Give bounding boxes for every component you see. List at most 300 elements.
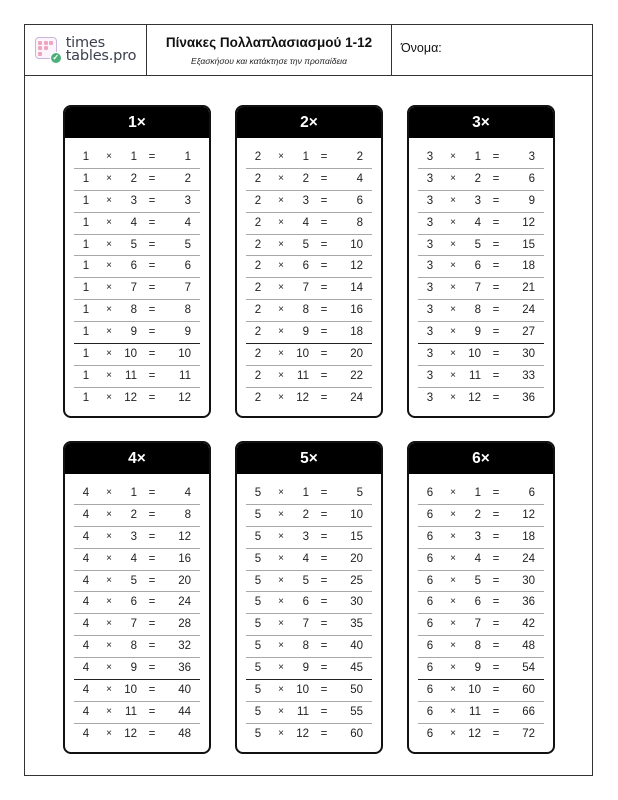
times-sign: × bbox=[450, 238, 456, 250]
multiplier: 12 bbox=[468, 391, 481, 404]
times-sign: × bbox=[278, 172, 284, 184]
product: 3 bbox=[528, 151, 535, 163]
product: 5 bbox=[356, 487, 363, 499]
equals-sign: = bbox=[492, 348, 500, 361]
multiplicand: 1 bbox=[82, 282, 90, 295]
multiplier: 2 bbox=[302, 172, 309, 185]
multiplier: 10 bbox=[296, 684, 309, 697]
equals-sign: = bbox=[492, 727, 500, 740]
product: 6 bbox=[528, 487, 535, 499]
table-row bbox=[418, 256, 544, 278]
multiplier: 11 bbox=[297, 705, 309, 718]
equals-sign: = bbox=[492, 151, 500, 163]
equals-sign: = bbox=[148, 530, 156, 543]
table-row bbox=[418, 680, 544, 702]
multiplicand: 3 bbox=[426, 216, 434, 229]
times-sign: × bbox=[106, 640, 112, 652]
equals-sign: = bbox=[148, 194, 156, 207]
times-sign: × bbox=[278, 260, 284, 272]
table-row bbox=[418, 592, 544, 614]
times-sign: × bbox=[278, 369, 284, 381]
multiplier: 3 bbox=[130, 530, 137, 543]
multiplicand: 1 bbox=[82, 369, 90, 382]
multiplier: 1 bbox=[302, 151, 309, 163]
table-row bbox=[246, 344, 372, 366]
table-rows bbox=[246, 483, 372, 746]
product: 32 bbox=[178, 640, 191, 653]
table-row bbox=[246, 278, 372, 300]
equals-sign: = bbox=[492, 282, 500, 295]
multiplier: 7 bbox=[130, 282, 137, 295]
multiplier: 11 bbox=[469, 705, 481, 718]
multiplicand: 4 bbox=[82, 727, 90, 740]
equals-sign: = bbox=[320, 216, 328, 229]
table-row bbox=[418, 322, 544, 344]
multiplier: 1 bbox=[130, 487, 137, 499]
multiplier: 3 bbox=[302, 194, 309, 207]
table-row bbox=[246, 527, 372, 549]
multiplier: 10 bbox=[124, 348, 137, 361]
product: 30 bbox=[522, 574, 535, 587]
times-sign: × bbox=[278, 684, 284, 696]
equals-sign: = bbox=[320, 574, 328, 587]
multiplier: 10 bbox=[468, 684, 481, 697]
multiplier: 11 bbox=[125, 705, 137, 718]
product: 15 bbox=[350, 530, 363, 543]
table-row bbox=[246, 658, 372, 680]
multiplicand: 1 bbox=[82, 391, 90, 404]
times-sign: × bbox=[278, 304, 284, 316]
times-sign: × bbox=[450, 326, 456, 338]
product: 8 bbox=[184, 508, 191, 521]
table-row bbox=[74, 571, 200, 593]
times-table-card bbox=[63, 105, 211, 418]
product: 44 bbox=[178, 705, 191, 718]
multiplicand: 5 bbox=[254, 662, 262, 675]
multiplier: 7 bbox=[302, 618, 309, 631]
equals-sign: = bbox=[320, 151, 328, 163]
table-row bbox=[74, 505, 200, 527]
table-row bbox=[246, 366, 372, 388]
multiplicand: 6 bbox=[426, 727, 434, 740]
multiplicand: 2 bbox=[254, 304, 262, 317]
table-row bbox=[418, 300, 544, 322]
times-sign: × bbox=[450, 508, 456, 520]
equals-sign: = bbox=[148, 391, 156, 404]
table-row bbox=[418, 527, 544, 549]
table-rows bbox=[74, 483, 200, 746]
multiplier: 4 bbox=[302, 216, 309, 229]
multiplicand: 3 bbox=[426, 260, 434, 273]
product: 15 bbox=[522, 238, 535, 251]
product: 66 bbox=[522, 705, 535, 718]
equals-sign: = bbox=[492, 574, 500, 587]
equals-sign: = bbox=[492, 552, 500, 565]
product: 4 bbox=[184, 487, 191, 499]
table-row bbox=[74, 235, 200, 257]
table-row bbox=[246, 300, 372, 322]
product: 24 bbox=[350, 391, 363, 404]
multiplicand: 2 bbox=[254, 172, 262, 185]
equals-sign: = bbox=[148, 684, 156, 697]
equals-sign: = bbox=[320, 596, 328, 609]
times-sign: × bbox=[450, 348, 456, 360]
multiplicand: 2 bbox=[254, 151, 262, 163]
times-sign: × bbox=[278, 391, 284, 403]
times-sign: × bbox=[450, 151, 456, 162]
product: 60 bbox=[522, 684, 535, 697]
product: 36 bbox=[522, 596, 535, 609]
multiplier: 3 bbox=[302, 530, 309, 543]
card-title: 4× bbox=[65, 443, 209, 474]
product: 24 bbox=[178, 596, 191, 609]
table-row bbox=[74, 213, 200, 235]
equals-sign: = bbox=[148, 574, 156, 587]
product: 6 bbox=[184, 260, 191, 273]
multiplicand: 6 bbox=[426, 508, 434, 521]
equals-sign: = bbox=[492, 618, 500, 631]
equals-sign: = bbox=[148, 640, 156, 653]
product: 2 bbox=[184, 172, 191, 185]
times-sign: × bbox=[278, 151, 284, 162]
equals-sign: = bbox=[148, 216, 156, 229]
multiplier: 6 bbox=[302, 260, 309, 273]
equals-sign: = bbox=[148, 596, 156, 609]
equals-sign: = bbox=[320, 282, 328, 295]
product: 20 bbox=[350, 348, 363, 361]
multiplicand: 4 bbox=[82, 487, 90, 499]
multiplicand: 3 bbox=[426, 326, 434, 339]
multiplicand: 2 bbox=[254, 282, 262, 295]
table-row bbox=[418, 278, 544, 300]
table-row bbox=[74, 300, 200, 322]
multiplier: 10 bbox=[296, 348, 309, 361]
multiplier: 10 bbox=[468, 348, 481, 361]
multiplier: 7 bbox=[302, 282, 309, 295]
table-row bbox=[418, 235, 544, 257]
multiplier: 2 bbox=[474, 172, 481, 185]
product: 1 bbox=[184, 151, 191, 163]
multiplicand: 3 bbox=[426, 391, 434, 404]
product: 50 bbox=[350, 684, 363, 697]
multiplicand: 2 bbox=[254, 216, 262, 229]
multiplicand: 6 bbox=[426, 530, 434, 543]
times-sign: × bbox=[278, 487, 284, 498]
multiplicand: 2 bbox=[254, 238, 262, 251]
times-sign: × bbox=[278, 618, 284, 630]
product: 36 bbox=[522, 391, 535, 404]
table-row bbox=[246, 147, 372, 169]
equals-sign: = bbox=[320, 391, 328, 404]
multiplier: 8 bbox=[474, 304, 481, 317]
product: 45 bbox=[350, 662, 363, 675]
table-row bbox=[246, 256, 372, 278]
table-row bbox=[74, 256, 200, 278]
times-table-card bbox=[63, 441, 211, 754]
times-sign: × bbox=[450, 662, 456, 674]
equals-sign: = bbox=[148, 369, 156, 382]
card-title: 2× bbox=[237, 107, 381, 138]
equals-sign: = bbox=[492, 508, 500, 521]
table-row bbox=[246, 505, 372, 527]
equals-sign: = bbox=[148, 238, 156, 251]
times-sign: × bbox=[450, 574, 456, 586]
multiplier: 8 bbox=[130, 304, 137, 317]
product: 12 bbox=[522, 216, 535, 229]
multiplier: 3 bbox=[474, 530, 481, 543]
multiplier: 9 bbox=[474, 662, 481, 675]
table-row bbox=[74, 278, 200, 300]
multiplier: 3 bbox=[130, 194, 137, 207]
times-sign: × bbox=[450, 216, 456, 228]
product: 3 bbox=[184, 194, 191, 207]
multiplier: 12 bbox=[296, 727, 309, 740]
equals-sign: = bbox=[492, 369, 500, 382]
product: 2 bbox=[356, 151, 363, 163]
equals-sign: = bbox=[320, 326, 328, 339]
multiplier: 6 bbox=[130, 260, 137, 273]
multiplier: 1 bbox=[474, 151, 481, 163]
product: 48 bbox=[522, 640, 535, 653]
equals-sign: = bbox=[492, 304, 500, 317]
table-row bbox=[246, 191, 372, 213]
multiplicand: 4 bbox=[82, 684, 90, 697]
product: 54 bbox=[522, 662, 535, 675]
multiplicand: 6 bbox=[426, 640, 434, 653]
card-title: 6× bbox=[409, 443, 553, 474]
table-row bbox=[246, 680, 372, 702]
multiplier: 11 bbox=[125, 369, 137, 382]
multiplier: 12 bbox=[124, 727, 137, 740]
times-sign: × bbox=[106, 348, 112, 360]
table-row bbox=[418, 571, 544, 593]
page-title: Πίνακες Πολλαπλασιασμού 1-12 bbox=[165, 35, 373, 50]
times-sign: × bbox=[450, 172, 456, 184]
times-sign: × bbox=[106, 530, 112, 542]
multiplier: 1 bbox=[474, 487, 481, 499]
multiplicand: 5 bbox=[254, 508, 262, 521]
product: 10 bbox=[350, 508, 363, 521]
equals-sign: = bbox=[320, 640, 328, 653]
product: 8 bbox=[184, 304, 191, 317]
multiplicand: 1 bbox=[82, 348, 90, 361]
multiplicand: 3 bbox=[426, 369, 434, 382]
times-sign: × bbox=[450, 552, 456, 564]
multiplier: 1 bbox=[302, 487, 309, 499]
grid-check-icon bbox=[35, 37, 61, 63]
table-row bbox=[418, 344, 544, 366]
times-sign: × bbox=[278, 574, 284, 586]
multiplier: 4 bbox=[130, 552, 137, 565]
multiplier: 6 bbox=[302, 596, 309, 609]
table-row bbox=[418, 614, 544, 636]
table-rows bbox=[246, 147, 372, 410]
multiplier: 8 bbox=[474, 640, 481, 653]
times-sign: × bbox=[106, 282, 112, 294]
times-sign: × bbox=[278, 530, 284, 542]
table-row bbox=[74, 724, 200, 746]
card-title: 3× bbox=[409, 107, 553, 138]
product: 16 bbox=[178, 552, 191, 565]
equals-sign: = bbox=[320, 487, 328, 499]
table-row bbox=[246, 483, 372, 505]
multiplier: 5 bbox=[474, 238, 481, 251]
table-row bbox=[418, 483, 544, 505]
multiplier: 8 bbox=[130, 640, 137, 653]
table-row bbox=[418, 505, 544, 527]
times-sign: × bbox=[106, 508, 112, 520]
multiplicand: 3 bbox=[426, 304, 434, 317]
logo-text: times tables.pro bbox=[65, 34, 137, 64]
times-sign: × bbox=[106, 238, 112, 250]
equals-sign: = bbox=[148, 282, 156, 295]
product: 21 bbox=[522, 282, 535, 295]
multiplicand: 4 bbox=[82, 552, 90, 565]
product: 72 bbox=[522, 727, 535, 740]
equals-sign: = bbox=[492, 238, 500, 251]
equals-sign: = bbox=[492, 487, 500, 499]
multiplicand: 6 bbox=[426, 684, 434, 697]
multiplicand: 2 bbox=[254, 391, 262, 404]
multiplier: 2 bbox=[130, 508, 137, 521]
multiplicand: 4 bbox=[82, 596, 90, 609]
multiplicand: 2 bbox=[254, 369, 262, 382]
multiplier: 7 bbox=[474, 282, 481, 295]
table-row bbox=[74, 344, 200, 366]
multiplicand: 4 bbox=[82, 618, 90, 631]
table-row bbox=[74, 592, 200, 614]
multiplier: 5 bbox=[302, 574, 309, 587]
product: 33 bbox=[522, 369, 535, 382]
multiplicand: 3 bbox=[426, 172, 434, 185]
multiplier: 9 bbox=[130, 326, 137, 339]
multiplier: 3 bbox=[474, 194, 481, 207]
table-row bbox=[74, 527, 200, 549]
title-block bbox=[147, 25, 392, 75]
multiplier: 5 bbox=[474, 574, 481, 587]
times-sign: × bbox=[278, 727, 284, 739]
card-title: 5× bbox=[237, 443, 381, 474]
multiplicand: 5 bbox=[254, 596, 262, 609]
card-title: 1× bbox=[65, 107, 209, 138]
table-row bbox=[246, 702, 372, 724]
check-icon: ✓ bbox=[50, 52, 62, 64]
multiplicand: 6 bbox=[426, 487, 434, 499]
product: 5 bbox=[184, 238, 191, 251]
product: 9 bbox=[184, 326, 191, 339]
product: 24 bbox=[522, 552, 535, 565]
equals-sign: = bbox=[492, 260, 500, 273]
times-sign: × bbox=[278, 552, 284, 564]
multiplicand: 2 bbox=[254, 260, 262, 273]
multiplicand: 4 bbox=[82, 530, 90, 543]
product: 20 bbox=[178, 574, 191, 587]
times-sign: × bbox=[106, 727, 112, 739]
equals-sign: = bbox=[148, 348, 156, 361]
table-row bbox=[74, 322, 200, 344]
times-table-card bbox=[235, 441, 383, 754]
table-row bbox=[74, 614, 200, 636]
table-row bbox=[418, 213, 544, 235]
times-sign: × bbox=[278, 508, 284, 520]
product: 8 bbox=[356, 216, 363, 229]
multiplicand: 1 bbox=[82, 216, 90, 229]
equals-sign: = bbox=[320, 727, 328, 740]
product: 11 bbox=[179, 369, 191, 382]
equals-sign: = bbox=[320, 684, 328, 697]
multiplier: 11 bbox=[297, 369, 309, 382]
times-sign: × bbox=[450, 304, 456, 316]
product: 12 bbox=[522, 508, 535, 521]
times-sign: × bbox=[278, 238, 284, 250]
equals-sign: = bbox=[492, 530, 500, 543]
product: 16 bbox=[350, 304, 363, 317]
product: 36 bbox=[178, 662, 191, 675]
multiplier: 9 bbox=[302, 662, 309, 675]
multiplicand: 3 bbox=[426, 348, 434, 361]
multiplicand: 5 bbox=[254, 530, 262, 543]
multiplicand: 2 bbox=[254, 348, 262, 361]
multiplier: 2 bbox=[302, 508, 309, 521]
product: 30 bbox=[350, 596, 363, 609]
table-row bbox=[246, 636, 372, 658]
product: 55 bbox=[350, 705, 363, 718]
name-field[interactable] bbox=[392, 25, 592, 75]
equals-sign: = bbox=[492, 391, 500, 404]
times-sign: × bbox=[106, 369, 112, 381]
table-row bbox=[74, 549, 200, 571]
equals-sign: = bbox=[492, 216, 500, 229]
multiplicand: 6 bbox=[426, 618, 434, 631]
equals-sign: = bbox=[148, 662, 156, 675]
times-sign: × bbox=[106, 596, 112, 608]
times-sign: × bbox=[450, 705, 456, 717]
table-row bbox=[74, 147, 200, 169]
equals-sign: = bbox=[492, 662, 500, 675]
product: 9 bbox=[528, 194, 535, 207]
product: 24 bbox=[522, 304, 535, 317]
multiplier: 5 bbox=[130, 238, 137, 251]
multiplicand: 4 bbox=[82, 574, 90, 587]
multiplicand: 4 bbox=[82, 508, 90, 521]
multiplicand: 1 bbox=[82, 260, 90, 273]
product: 28 bbox=[178, 618, 191, 631]
logo bbox=[25, 25, 147, 75]
times-sign: × bbox=[450, 369, 456, 381]
times-table-card bbox=[235, 105, 383, 418]
times-sign: × bbox=[278, 194, 284, 206]
multiplicand: 5 bbox=[254, 705, 262, 718]
page-subtitle: Εξασκήσου και κατάκτησε την προπαίδεια bbox=[191, 56, 347, 66]
times-sign: × bbox=[450, 194, 456, 206]
times-sign: × bbox=[278, 640, 284, 652]
equals-sign: = bbox=[148, 260, 156, 273]
table-row bbox=[246, 549, 372, 571]
multiplicand: 1 bbox=[82, 194, 90, 207]
equals-sign: = bbox=[320, 304, 328, 317]
equals-sign: = bbox=[492, 705, 500, 718]
multiplicand: 4 bbox=[82, 705, 90, 718]
multiplier: 12 bbox=[296, 391, 309, 404]
product: 18 bbox=[350, 326, 363, 339]
table-row bbox=[418, 549, 544, 571]
table-row bbox=[246, 571, 372, 593]
multiplicand: 1 bbox=[82, 238, 90, 251]
table-row bbox=[74, 658, 200, 680]
equals-sign: = bbox=[320, 238, 328, 251]
multiplicand: 5 bbox=[254, 727, 262, 740]
times-sign: × bbox=[450, 391, 456, 403]
